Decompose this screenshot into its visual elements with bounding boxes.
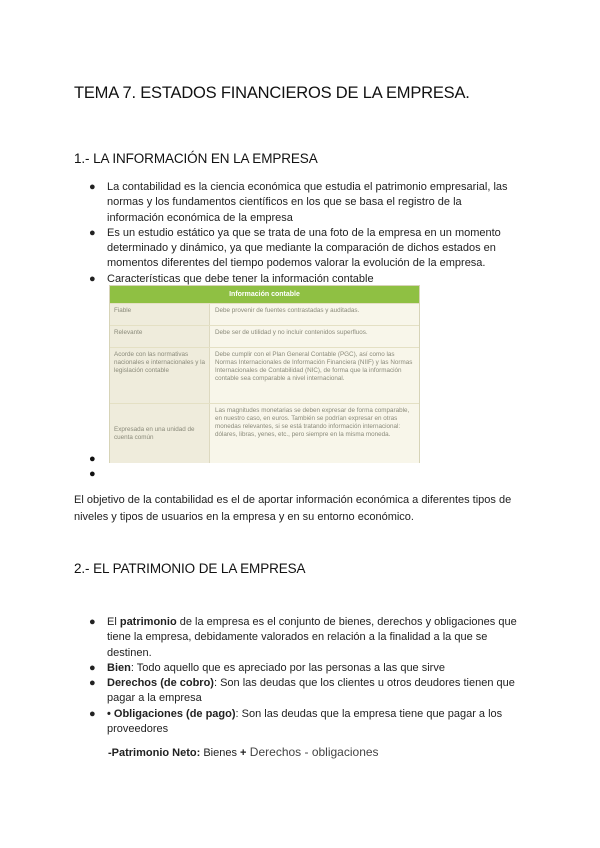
page-title: TEMA 7. ESTADOS FINANCIEROS DE LA EMPRESA. (74, 84, 470, 102)
list-item: ● Derechos (de cobro): Son las deudas que los clientes u otros deudores tienen que pagar a la empresa (89, 677, 515, 705)
empty-bullet: ● (89, 468, 96, 480)
empty-bullet: ● (89, 453, 96, 465)
list-item: ● Bien: Todo aquello que es apreciado por las personas a las que sirve (89, 661, 445, 674)
table-row: Fiable Debe provenir de fuentes contrastadas y auditadas. (110, 303, 419, 325)
objective-paragraph: El objetivo de la contabilidad es el de aportar información económica a diferentes tipos de niveles y tipos de usuarios en la empresa y en su entorno económico. (74, 494, 512, 523)
table-header: Información contable (110, 286, 419, 303)
section1-heading: 1.- LA INFORMACIÓN EN LA EMPRESA (74, 151, 318, 166)
list-item: ● La contabilidad es la ciencia económica que estudia el patrimonio empresarial, las normas y los fundamentos científicos en los que se basa el registro de la información económica de la empresa (89, 181, 508, 224)
list-item: ● • Obligaciones (de pago): Son las deudas que la empresa tiene que pagar a los proveedores (89, 707, 503, 736)
table-row: Acorde con las normativas nacionales e internacionales y la legislación contable Debe cumplir con el Plan General Contable (PGC), así como las Normas Internacionales de Información Financiera (NIIF) y las Normas Internacionales de Contabilidad (NIC), de forma que la información contable sea comparable a nivel internacional. (110, 347, 419, 403)
list-item: ● Es un estudio estático ya que se trata de una foto de la empresa en un momento determinado y dinámico, ya que mediante la comparación de dichos estados en momentos diferentes del tiempo podemos valorar la evolución de la empresa. (89, 226, 501, 270)
list-item: ● Características que debe tener la información contable (89, 272, 374, 285)
table-row: Relevante Debe ser de utilidad y no incluir contenidos superfluos. (110, 325, 419, 347)
net-worth-formula: -Patrimonio Neto: Bienes + Derechos - obligaciones (108, 745, 379, 759)
section2-bullet-list (0, 615, 517, 737)
accounting-info-table (109, 285, 420, 463)
section1-bullet-list (0, 180, 517, 287)
table-row: Expresada en una unidad de cuenta común Las magnitudes monetarias se deben expresar de forma comparable, en nuestro caso, en euros. También se podrían expresar en otras monedas relevantes, si se está tratando información internacional: dólares, libras, yenes, etc., pero siempre en la misma moneda. (110, 403, 419, 463)
section2-heading: 2.- EL PATRIMONIO DE LA EMPRESA (74, 561, 306, 576)
list-item: ● El patrimonio de la empresa es el conjunto de bienes, derechos y obligaciones que tiene la empresa, debidamente valorados en relación a la finalidad a la que se destinen. (89, 616, 517, 659)
